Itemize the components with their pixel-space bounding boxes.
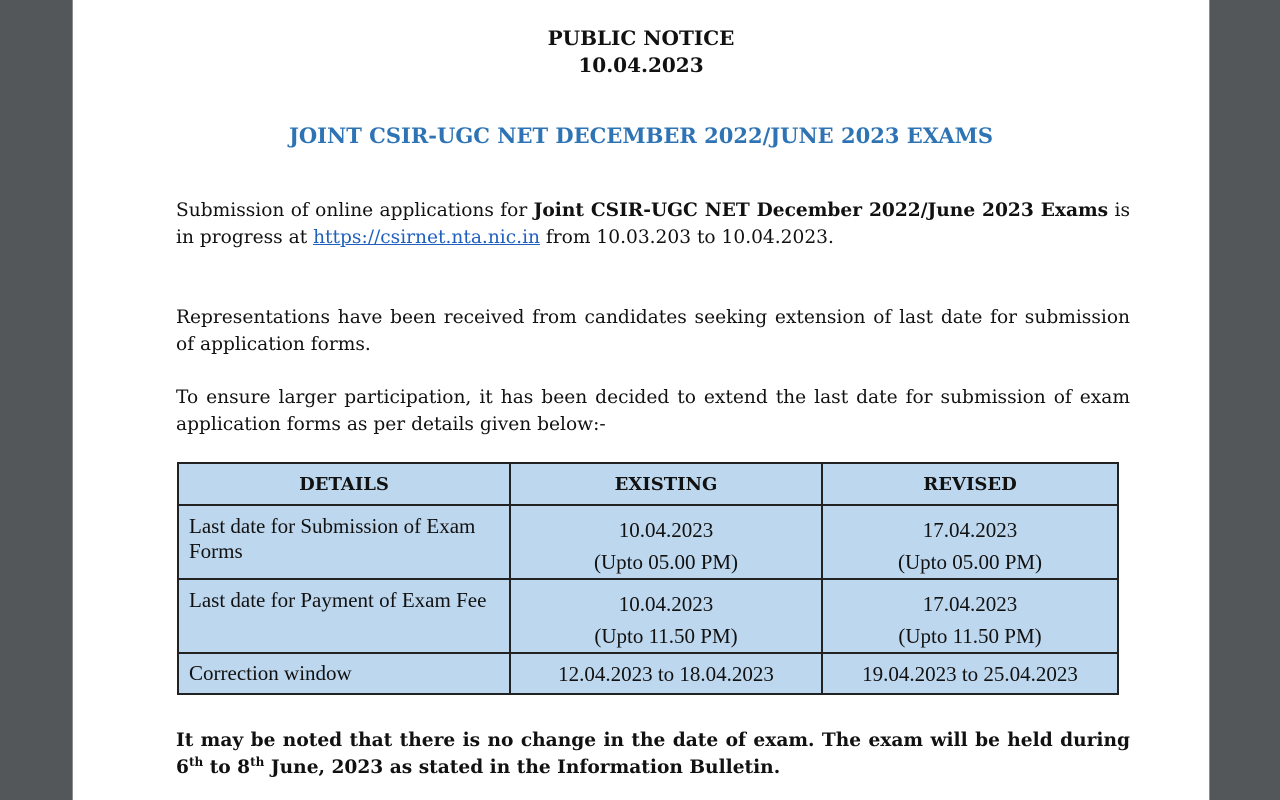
revised-cell: 19.04.2023 to 25.04.2023 [822,653,1118,694]
table-row [178,505,1118,579]
text: is in progress at [176,200,1130,248]
detail-cell: Correction window [178,653,510,694]
date: 17.04.2023 [922,518,1018,542]
time: (Upto 11.50 PM) [594,624,738,648]
paragraph-submission [176,197,1130,251]
table-header-row [178,463,1118,505]
document-page [73,0,1209,800]
paragraph-extension: To ensure larger participation, it has been decided to extend the last date for submission of exam application forms as per details given below:- [176,387,1130,435]
paragraph-representations: Representations have been received from candidates seeking extension of last date for submission of application forms. [176,307,1130,355]
text: It may be noted that there is no change in the date of exam. The exam will be held during 6 [176,730,1130,778]
superscript: th [188,754,204,769]
revised-cell [822,505,1118,579]
notice-heading: PUBLIC NOTICE [547,26,735,50]
website-link[interactable]: https://csirnet.nta.nic.in [313,227,540,248]
revised-cell [822,579,1118,653]
existing-cell: 12.04.2023 to 18.04.2023 [510,653,822,694]
notice-date: 10.04.2023 [578,53,704,77]
detail-cell: Last date for Submission of Exam Forms [178,505,510,579]
header-details: DETAILS [178,463,510,505]
date: 10.04.2023 [618,592,714,616]
text: June, 2023 as stated in the Information Bulletin. [264,757,781,778]
date: 10.04.2023 [618,518,714,542]
table-row [178,579,1118,653]
header-existing: EXISTING [510,463,822,505]
text: from 10.03.203 to 10.04.2023. [540,227,834,248]
dates-table [177,462,1119,695]
time: (Upto 05.00 PM) [897,550,1043,574]
header-revised: REVISED [822,463,1118,505]
text: Submission of online applications for [176,200,534,221]
time: (Upto 11.50 PM) [898,624,1042,648]
detail-cell: Last date for Payment of Exam Fee [178,579,510,653]
text: to 8 [203,757,251,778]
superscript: th [250,754,265,769]
table-row [178,653,1118,694]
paragraph-exam-date-note [176,727,1130,781]
notice-title: JOINT CSIR-UGC NET DECEMBER 2022/JUNE 2023 EXAMS [288,123,994,148]
existing-cell [510,505,822,579]
existing-cell [510,579,822,653]
date: 17.04.2023 [922,592,1018,616]
time: (Upto 05.00 PM) [593,550,739,574]
exam-name: Joint CSIR-UGC NET December 2022/June 2023 Exams [533,200,1109,221]
